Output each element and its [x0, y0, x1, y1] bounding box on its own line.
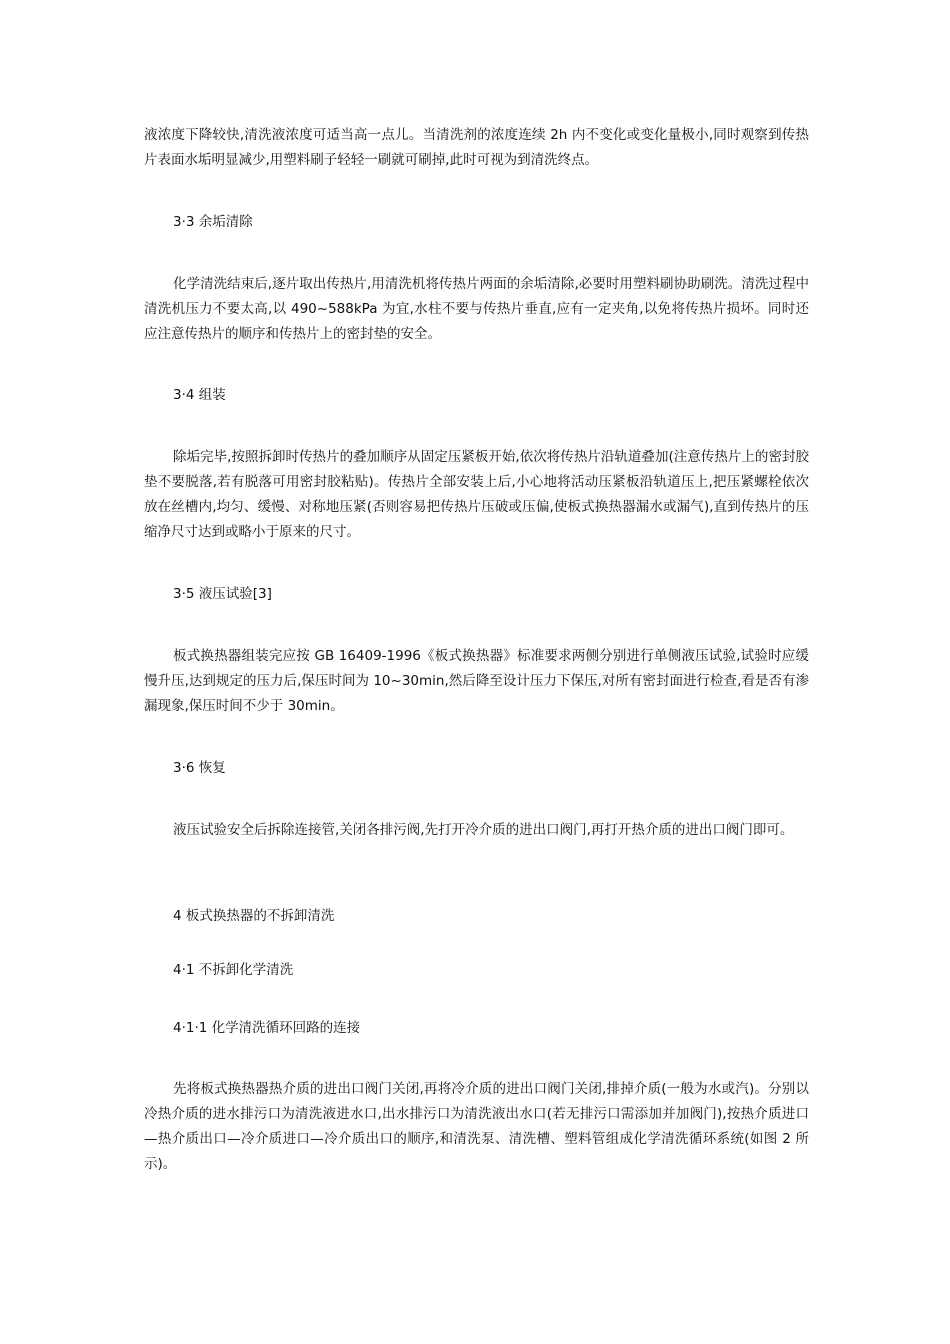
section-heading-4-1: 4·1 不拆卸化学清洗	[173, 962, 294, 978]
section-heading-3-5: 3·5 液压试验[3]	[173, 586, 272, 602]
paragraph-residual-scale-removal: 化学清洗结束后,逐片取出传热片,用清洗机将传热片两面的余垢清除,必要时用塑料刷协助刷洗。清洗过程中清洗机压力不要太高,以 490~588kPa 为宜,水柱不要与传热片垂直,应有一定夹角,以免将传热片损坏。同时还应注意传热片的顺序和传热片上的密封垫的安全。	[144, 276, 809, 342]
paragraph-assembly: 除垢完毕,按照拆卸时传热片的叠加顺序从固定压紧板开始,依次将传热片沿轨道叠加(注意传热片上的密封胶垫不要脱落,若有脱落可用密封胶粘贴)。传热片全部安装上后,小心地将活动压紧板沿轨道压上,把压紧螺栓依次放在丝槽内,均匀、缓慢、对称地压紧(否则容易把传热片压破或压偏,使板式换热器漏水或漏气),直到传热片的压缩净尺寸达到或略小于原来的尺寸。	[144, 449, 809, 540]
paragraph-cleaning-endpoint: 液浓度下降较快,清洗液浓度可适当高一点儿。当清洗剂的浓度连续 2h 内不变化或变化量极小,同时观察到传热片表面水垢明显减少,用塑料刷子轻轻一刷就可刷掉,此时可视为到清洗终点。	[144, 127, 809, 168]
paragraph-hydraulic-test: 板式换热器组装完应按 GB 16409-1996《板式换热器》标准要求两侧分别进行单侧液压试验,试验时应缓慢升压,达到规定的压力后,保压时间为 10~30min,然后降至设计压力下保压,对所有密封面进行检查,看是否有渗漏现象,保压时间不少于 30min。	[144, 648, 809, 714]
paragraph-circuit-connection: 先将板式换热器热介质的进出口阀门关闭,再将冷介质的进出口阀门关闭,排掉介质(一般为水或汽)。分别以冷热介质的进水排污口为清洗液进水口,出水排污口为清洗液出水口(若无排污口需添加并加阀门),按热介质进口—热介质出口—冷介质进口—冷介质出口的顺序,和清洗泵、清洗槽、塑料管组成化学清洗循环系统(如图 2 所示)。	[144, 1081, 809, 1172]
paragraph-recovery: 液压试验安全后拆除连接管,关闭各排污阀,先打开冷介质的进出口阀门,再打开热介质的进出口阀门即可。	[173, 822, 794, 838]
section-heading-4: 4 板式换热器的不拆卸清洗	[173, 908, 335, 924]
section-heading-3-4: 3·4 组装	[173, 387, 226, 403]
section-heading-3-6: 3·6 恢复	[173, 760, 226, 776]
section-heading-4-1-1: 4·1·1 化学清洗循环回路的连接	[173, 1020, 361, 1036]
section-heading-3-3: 3·3 余垢清除	[173, 214, 253, 230]
